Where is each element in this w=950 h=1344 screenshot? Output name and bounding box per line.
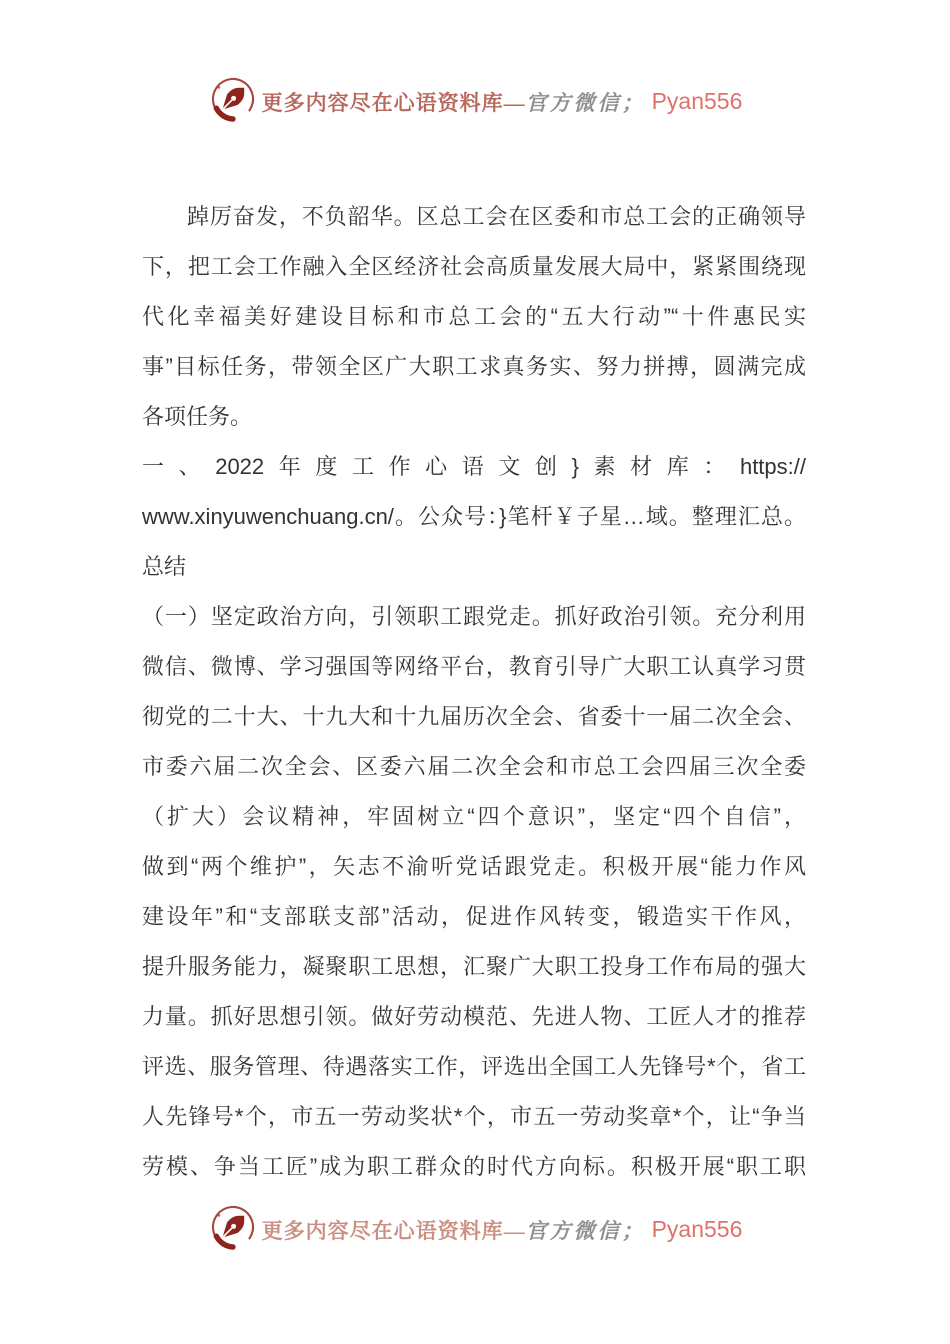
text-line: 代化幸福美好建设目标和市总工会的“五大行动”“十件惠民实 bbox=[142, 304, 806, 329]
footer-watermark bbox=[0, 1202, 950, 1257]
text-line: 劳模、争当工匠”成为职工群众的时代方向标。积极开展“职工职 bbox=[142, 1154, 806, 1179]
text-line: 各项任务。 bbox=[142, 404, 253, 429]
text-line: 人先锋号*个，市五一劳动奖状*个，市五一劳动奖章*个，让“争当 bbox=[142, 1104, 806, 1129]
text-line: 事”目标任务，带领全区广大职工求真务实、努力拼搏，圆满完成 bbox=[142, 354, 806, 379]
text-line: 市委六届二次全会、区委六届二次全会和市总工会四届三次全委 bbox=[142, 754, 806, 779]
text-line: 下，把工会工作融入全区经济社会高质量发展大局中，紧紧围绕现 bbox=[142, 254, 806, 279]
wechat-label: 官方微信； bbox=[525, 90, 646, 115]
wechat-label: 官方微信； bbox=[525, 1218, 646, 1243]
text-line: 评选、服务管理、待遇落实工作，评选出全国工人先锋号*个，省工 bbox=[142, 1054, 806, 1079]
wechat-id: Pyan556 bbox=[651, 88, 743, 114]
text-line: （扩大）会议精神，牢固树立“四个意识”，坚定“四个自信”， bbox=[142, 804, 806, 829]
header-watermark bbox=[0, 74, 950, 129]
text-line: 彻党的二十大、十九大和十九届历次全会、省委十一届二次全会、 bbox=[142, 704, 806, 729]
text-line: 微信、微博、学习强国等网络平台，教育引导广大职工认真学习贯 bbox=[142, 654, 806, 679]
text-line: 建设年”和“支部联支部”活动，促进作风转变，锻造实干作风， bbox=[142, 904, 806, 929]
text-line: （一）坚定政治方向，引领职工跟党走。抓好政治引领。充分利用 bbox=[142, 604, 806, 629]
watermark-brand-text: 更多内容尽在心语资料库— bbox=[261, 1218, 526, 1243]
wechat-id: Pyan556 bbox=[651, 1216, 743, 1242]
text-line: 总结 bbox=[142, 554, 187, 579]
text-line: 提升服务能力，凝聚职工思想，汇聚广大职工投身工作布局的强大 bbox=[142, 954, 806, 979]
watermark-brand-text: 更多内容尽在心语资料库— bbox=[261, 90, 526, 115]
document-body bbox=[142, 192, 806, 1192]
text-line: 一、2022年度工作心语文创}素材库：https:// bbox=[142, 454, 806, 479]
pen-nib-logo-icon bbox=[208, 74, 258, 129]
text-line: 踔厉奋发，不负韶华。区总工会在区委和市总工会的正确领导 bbox=[187, 204, 806, 229]
text-line: 力量。抓好思想引领。做好劳动模范、先进人物、工匠人才的推荐 bbox=[142, 1004, 806, 1029]
pen-nib-logo-icon bbox=[208, 1202, 258, 1257]
text-line: 做到“两个维护”，矢志不渝听党话跟党走。积极开展“能力作风 bbox=[142, 854, 806, 879]
text-line: www.xinyuwenchuang.cn/。公众号：}笔杆￥子星…域。整理汇总。 bbox=[142, 504, 806, 529]
